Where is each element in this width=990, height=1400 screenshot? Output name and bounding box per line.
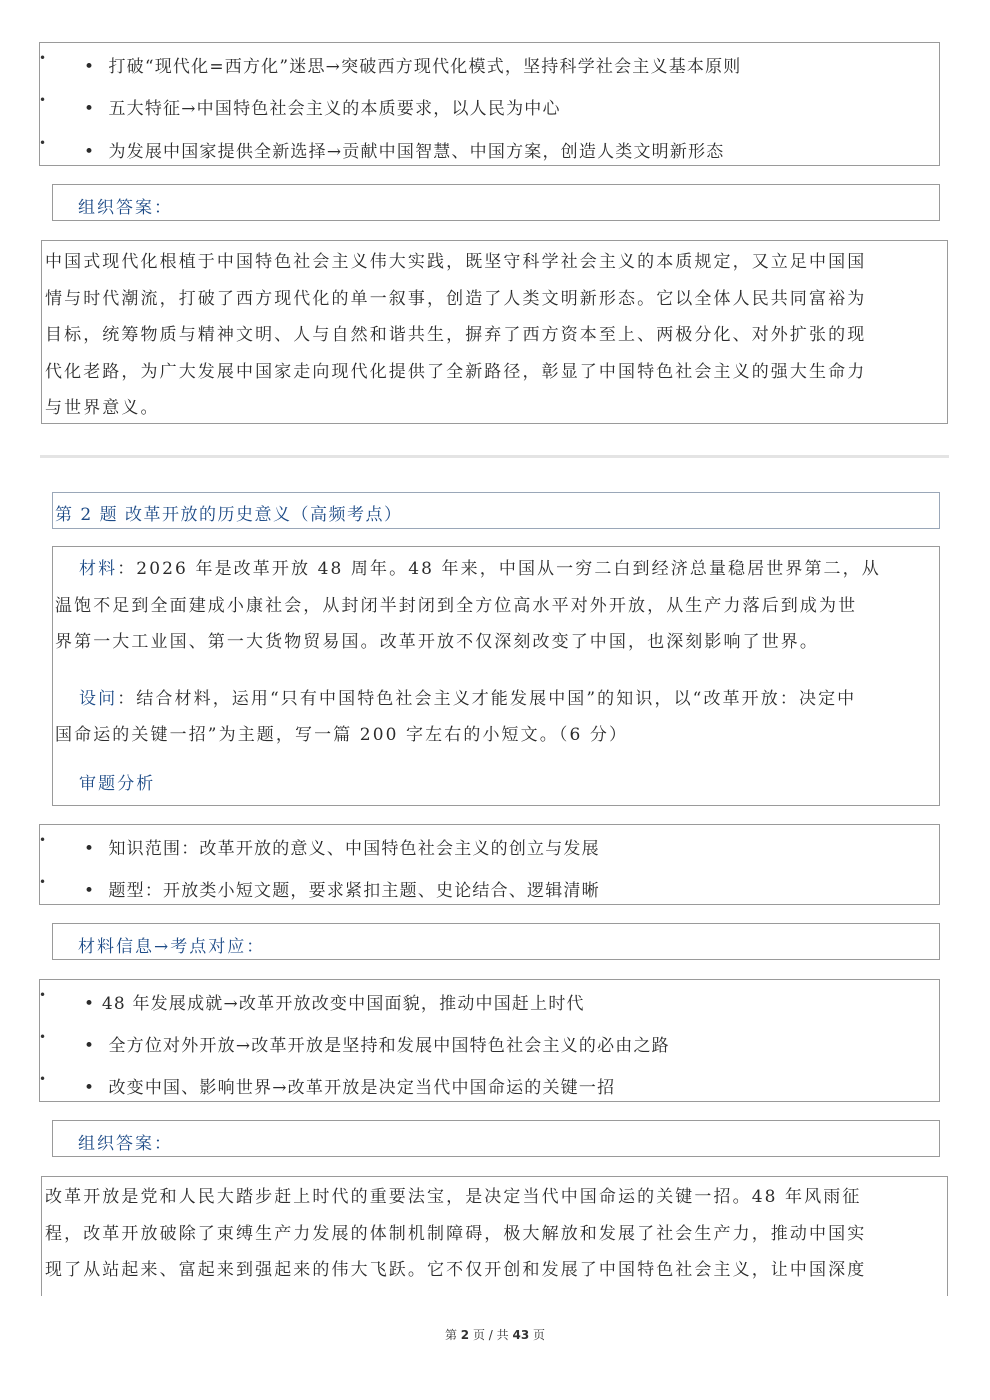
list-item-text: • 为发展中国家提供全新选择→贡献中国智慧、中国方案，创造人类文明新形态 (84, 142, 725, 162)
answer-heading-2: 组织答案： (52, 1120, 940, 1157)
list-item-text: • 题型：开放类小短文题，要求紧扣主题、史论结合、逻辑清晰 (84, 881, 600, 901)
section-divider (40, 455, 949, 458)
bullet-dot: • (39, 833, 48, 847)
list-item-text: • 打破“现代化=西方化”迷思→突破西方现代化模式，坚持科学社会主义基本原则 (84, 57, 742, 77)
list-item (39, 988, 939, 1014)
text-line: 代化老路，为广大发展中国家走向现代化提供了全新路径，彰显了中国特色社会主义的强大生命力 (45, 361, 867, 382)
list-item (39, 1072, 939, 1098)
text-line: 情与时代潮流，打破了西方现代化的单一叙事，创造了人类文明新形态。它以全体人民共同富裕为 (45, 288, 867, 309)
bullet-dot: • (39, 136, 48, 150)
list-item-text: • 五大特征→中国特色社会主义的本质要求，以人民为中心 (84, 99, 561, 119)
list-item-text: • 全方位对外开放→改革开放是坚持和发展中国特色社会主义的必由之路 (84, 1036, 670, 1056)
bullet-dot: • (39, 875, 48, 889)
text-line: 材料：2026 年是改革开放 48 周年。48 年来，中国从一穷二白到经济总量稳居世界第二，从 (79, 559, 881, 579)
text-line: 现了从站起来、富起来到强起来的伟大飞跃。它不仅开创和发展了中国特色社会主义，让中国深度 (45, 1260, 867, 1281)
list-item-text: • 48 年发展成就→改革开放改变中国面貌，推动中国赶上时代 (84, 994, 585, 1014)
bullet-dot: • (39, 93, 48, 107)
text-line: 程，改革开放破除了束缚生产力发展的体制机制障碍，极大解放和发展了社会生产力，推动中国实 (45, 1223, 867, 1244)
text-line: 与世界意义。 (45, 398, 160, 419)
bullet-list-3 (39, 979, 940, 1102)
page-footer (0, 1326, 990, 1343)
analysis-heading: 审题分析 (79, 773, 156, 794)
question-title: 第 2 题 改革开放的历史意义（高频考点） (52, 492, 940, 529)
text-line: 设问：结合材料，运用“只有中国特色社会主义才能发展中国”的知识，以“改革开放：决定中 (79, 688, 857, 709)
page-number: 2 (460, 1328, 470, 1342)
footer-suffix: 页 (533, 1328, 546, 1342)
page-total: 43 (512, 1328, 530, 1342)
bullet-list-1 (39, 42, 940, 166)
list-item (39, 875, 939, 901)
footer-prefix: 第 (444, 1328, 457, 1342)
text-line: 改革开放是党和人民大踏步赶上时代的重要法宝，是决定当代中国命运的关键一招。48 年风雨征 (45, 1187, 862, 1207)
list-item (39, 833, 939, 859)
text-line: 国命运的关键一招”为主题，写一篇 200 字左右的小短文。（6 分） (55, 725, 629, 746)
answer-paragraph-1 (41, 240, 948, 424)
bullet-dot: • (39, 1072, 48, 1086)
text-line: 温饱不足到全面建成小康社会，从封闭半封闭到全方位高水平对外开放，从生产力落后到成为世 (55, 595, 858, 616)
text-line: 目标，统筹物质与精神文明、人与自然和谐共生，摒弃了西方资本至上、两极分化、对外扩张的现 (45, 325, 867, 346)
list-item (39, 1030, 939, 1056)
list-item-text: • 改变中国、影响世界→改革开放是决定当代中国命运的关键一招 (84, 1078, 616, 1098)
bullet-dot: • (39, 1030, 48, 1044)
material-label: 材料 (79, 559, 118, 579)
text-line: 界第一大工业国、第一大货物贸易国。改革开放不仅深刻改变了中国，也深刻影响了世界。 (55, 632, 819, 653)
bullet-dot: • (39, 51, 48, 65)
list-item (39, 51, 939, 77)
list-item (39, 93, 939, 119)
bullet-dot: • (39, 988, 48, 1002)
mapping-heading: 材料信息→考点对应： (52, 923, 940, 960)
text-line: 中国式现代化根植于中国特色社会主义伟大实践，既坚守科学社会主义的本质规定，又立足中国国 (45, 252, 867, 272)
answer-heading-1: 组织答案： (52, 184, 940, 221)
material-box (52, 546, 940, 806)
list-item (39, 136, 939, 162)
list-item-text: • 知识范围：改革开放的意义、中国特色社会主义的创立与发展 (84, 839, 600, 859)
question-label: 设问 (79, 688, 118, 709)
footer-middle: 页 / 共 (472, 1328, 509, 1342)
bullet-list-2 (39, 824, 940, 905)
answer-paragraph-2 (41, 1176, 948, 1296)
